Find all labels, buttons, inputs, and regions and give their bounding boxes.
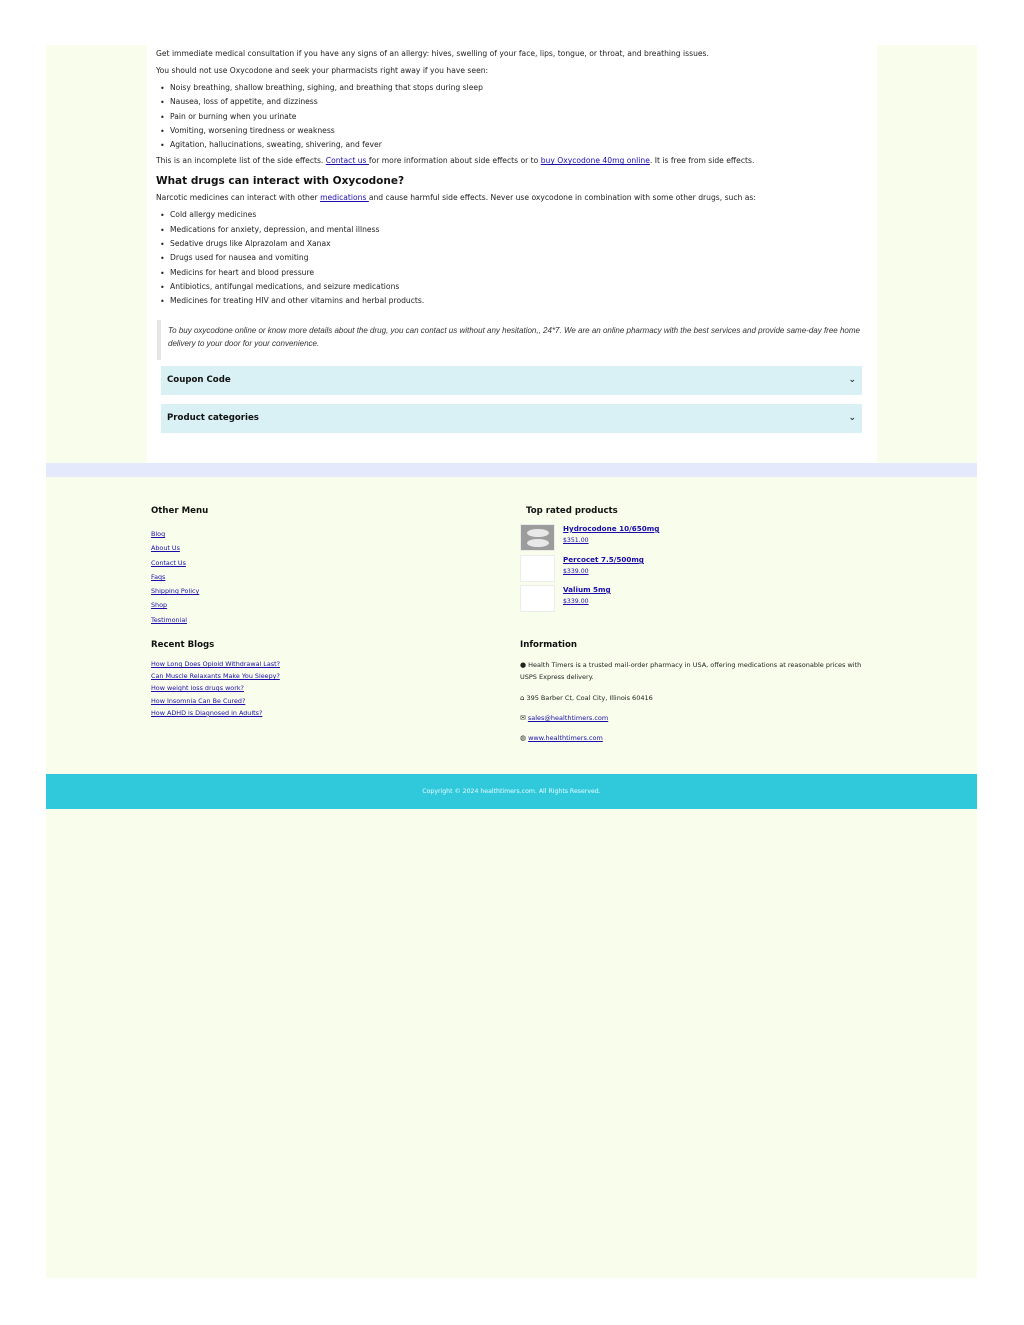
product-price[interactable]: $351.00 [563, 537, 589, 544]
chevron-down-icon: ⌄ [848, 412, 856, 423]
product-name-link[interactable]: Valium 5mg [563, 585, 611, 594]
interactions-paragraph: Narcotic medicines can interact with other medications and cause harmful side effects. Never use oxycodone in combination with some other drugs, such as: [156, 193, 756, 203]
product-item[interactable] [520, 524, 860, 552]
drugs-list [156, 208, 868, 308]
other-menu-title: Other Menu [151, 506, 209, 516]
blog-link[interactable]: How ADHD is Diagnosed in Adults? [151, 708, 263, 717]
menu-link-blog[interactable]: Blog [151, 530, 166, 538]
circle-icon: ● [520, 661, 527, 669]
blog-link[interactable]: Can Muscle Relaxants Make You Sleepy? [151, 672, 280, 681]
coupon-code-label: Coupon Code [167, 374, 231, 385]
footer [46, 477, 977, 774]
menu-link-faqs[interactable]: Faqs [151, 572, 166, 581]
contact-us-link[interactable]: Contact us [325, 156, 369, 166]
page-wrapper [46, 45, 977, 1278]
blog-link[interactable]: How Long Does Opioid Withdrawal Last? [151, 660, 280, 668]
allergy-paragraph: Get immediate medical consultation if you have any signs of an allergy: hives, swelling of your face, lips, tongue, or throat, and breathing issues. [156, 49, 709, 58]
side-effects-paragraph: This is an incomplete list of the side effects. Contact us for more information about side effects or to buy Oxycodone 40mg online. It is free from side effects. [156, 156, 755, 166]
list-item: • Pain or burning when you urinate [156, 110, 868, 124]
blog-link[interactable]: How Insomnia Can Be Cured? [151, 696, 246, 705]
list-item: • Vomiting, worsening tiredness or weakness [156, 124, 868, 138]
product-item[interactable] [520, 555, 860, 583]
product-categories-accordion[interactable] [161, 404, 862, 433]
product-name-link[interactable]: Hydrocodone 10/650mg [563, 524, 660, 533]
medications-link[interactable]: medications [320, 193, 369, 203]
home-icon: ⌂ [520, 694, 525, 702]
menu-link-about-us[interactable]: About Us [151, 544, 180, 553]
list-item: • Antibiotics, antifungal medications, and seizure medications [156, 280, 868, 294]
menu-link-shop[interactable]: Shop [151, 601, 168, 610]
article-content [147, 45, 877, 463]
contact-blockquote: To buy oxycodone online or know more details about the drug, you can contact us without any hesitation,, 24*7. We are an online pharmacy with the best services and provide same-day free home delivery to your door for your convenience. [157, 320, 868, 360]
list-item: • Cold allergy medicines [156, 208, 868, 222]
pill-shape [527, 529, 549, 537]
chevron-down-icon: ⌄ [848, 374, 856, 385]
information-title: Information [520, 640, 578, 650]
product-categories-label: Product categories [167, 412, 259, 423]
list-item: • Noisy breathing, shallow breathing, sighing, and breathing that stops during sleep [156, 81, 868, 95]
menu-link-contact-us[interactable]: Contact Us [151, 558, 186, 567]
top-rated-title: Top rated products [526, 506, 618, 516]
website-link[interactable]: www.healthtimers.com [528, 734, 603, 742]
pill-shape [527, 539, 549, 547]
globe-icon: ◍ [520, 734, 527, 742]
about-text: ● Health Timers is a trusted mail-order pharmacy in USA, offering medications at reasonable prices with USPS Express delivery. [520, 661, 862, 681]
product-item[interactable] [520, 585, 860, 613]
copyright-bar [46, 774, 977, 809]
product-price[interactable]: $339.00 [563, 598, 589, 605]
list-item: • Drugs used for nausea and vomiting [156, 251, 868, 265]
email-link[interactable]: sales@healthtimers.com [527, 714, 609, 722]
list-item: • Medicines for treating HIV and other vitamins and herbal products. [156, 294, 868, 308]
divider-band [46, 463, 977, 477]
address-text: ⌂ 395 Barber Ct, Coal City, Illinois 60416 [520, 694, 653, 702]
email-row [520, 712, 608, 724]
buy-oxycodone-link[interactable]: buy Oxycodone 40mg online [540, 156, 650, 166]
list-item: • Medications for anxiety, depression, and mental illness [156, 223, 868, 237]
blog-link[interactable]: How weight loss drugs work? [151, 684, 244, 693]
website-row [520, 732, 603, 744]
product-thumbnail[interactable] [520, 585, 555, 612]
menu-link-testimonial[interactable]: Testimonial [151, 615, 188, 624]
seen-paragraph: You should not use Oxycodone and seek your pharmacists right away if you have seen: [156, 66, 489, 75]
copyright-text: Copyright © 2024 healthtimers.com. All Rights Reserved. [422, 788, 601, 795]
list-item: • Agitation, hallucinations, sweating, shivering, and fever [156, 138, 868, 152]
recent-blogs-title: Recent Blogs [151, 640, 215, 650]
recent-blogs-list [151, 658, 280, 719]
product-thumbnail[interactable] [520, 524, 555, 551]
coupon-code-accordion[interactable] [161, 366, 862, 395]
list-item: • Nausea, loss of appetite, and dizziness [156, 95, 868, 109]
product-thumbnail[interactable] [520, 555, 555, 582]
list-item: • Sedative drugs like Alprazolam and Xanax [156, 237, 868, 251]
product-name-link[interactable]: Percocet 7.5/500mg [563, 555, 644, 564]
interactions-heading: What drugs can interact with Oxycodone? [156, 175, 405, 188]
menu-link-shipping-policy[interactable]: Shipping Policy [151, 587, 200, 596]
product-price[interactable]: $339.00 [563, 568, 589, 575]
other-menu-list [151, 527, 199, 627]
list-item: • Medicins for heart and blood pressure [156, 266, 868, 280]
envelope-icon: ✉ [520, 714, 526, 722]
symptoms-list [156, 81, 868, 152]
